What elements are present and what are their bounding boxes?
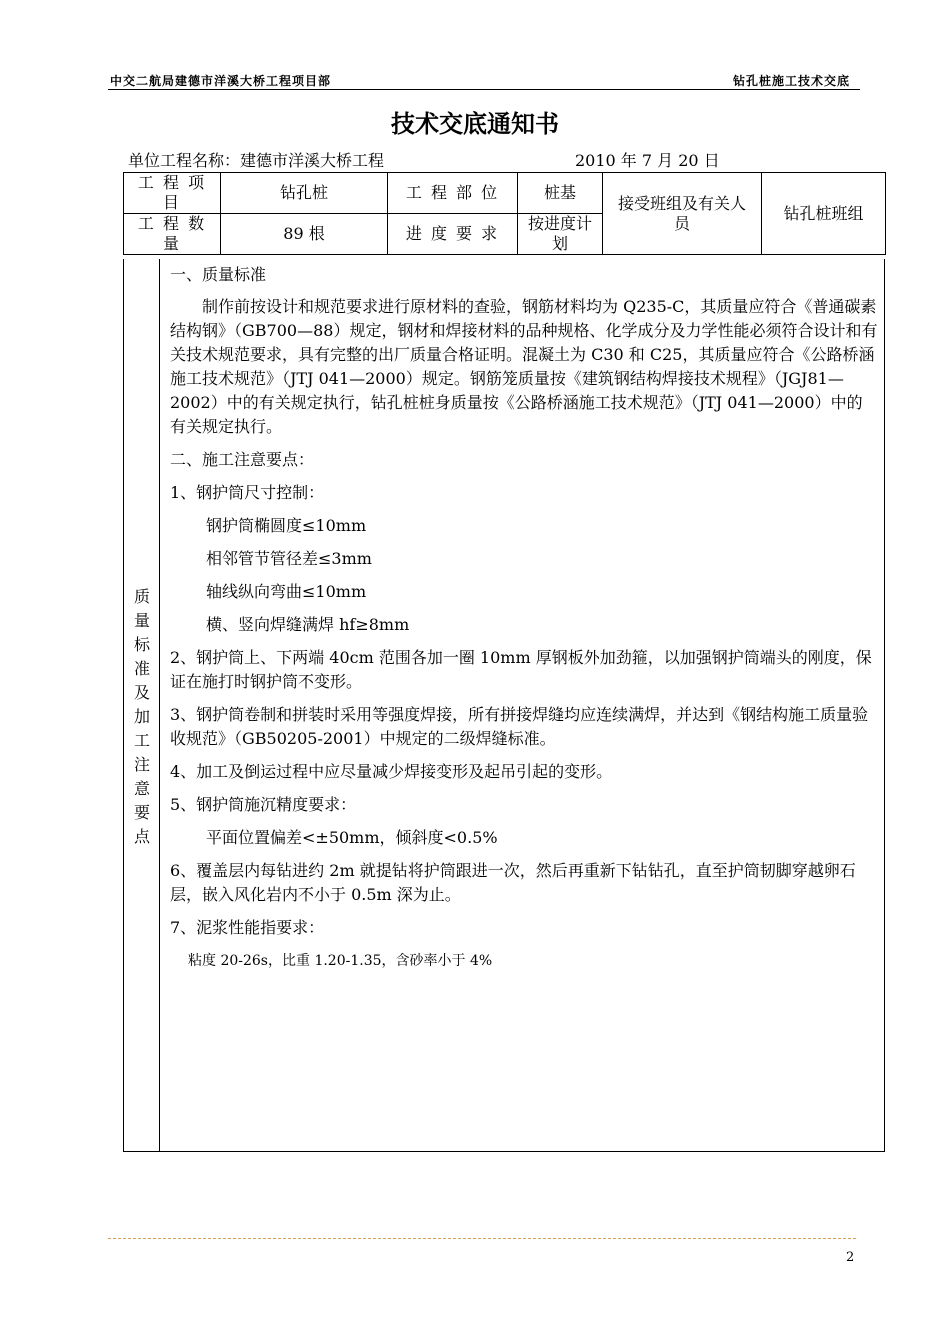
header-doc-type: 钻孔桩施工技术交底 bbox=[732, 74, 850, 88]
item-1-c: 轴线纵向弯曲≤10mm bbox=[206, 582, 367, 601]
item-1-d: 横、竖向焊缝满焊 hf≥8mm bbox=[206, 615, 410, 634]
schedule-label: 进 度 要 求 bbox=[388, 214, 518, 255]
item-1-a: 钢护筒椭圆度≤10mm bbox=[206, 516, 367, 535]
section-1-title: 一、质量标准 bbox=[170, 265, 267, 284]
side-label-column bbox=[124, 259, 160, 1151]
table-row bbox=[124, 173, 886, 214]
item-1-b: 相邻管节管径差≤3mm bbox=[206, 549, 372, 568]
document-date: 2010 年 7 月 20 日 bbox=[575, 151, 720, 170]
document-title: 技术交底通知书 bbox=[391, 109, 559, 138]
header-project-name: 中交二航局建德市洋溪大桥工程项目部 bbox=[110, 74, 332, 88]
unit-project-name: 单位工程名称：建德市洋溪大桥工程 bbox=[128, 151, 385, 170]
item-6: 6、覆盖层内每钻进约 2m 就提钻将护筒跟进一次，然后再重新下钻钻孔，直至护筒韧脚穿越卵石层，嵌入风化岩内不小于 0.5m 深为止。 bbox=[170, 861, 856, 904]
header-rule bbox=[108, 89, 860, 90]
item-1: 1、钢护筒尺寸控制： bbox=[170, 483, 325, 502]
receiving-team-value: 钻孔桩班组 bbox=[762, 173, 886, 255]
content-body bbox=[170, 263, 878, 973]
page-number: 2 bbox=[846, 1250, 855, 1265]
quantity-value: 89 根 bbox=[221, 214, 388, 255]
project-part-value: 桩基 bbox=[518, 173, 603, 214]
project-part-label: 工 程 部 位 bbox=[388, 173, 518, 214]
item-2: 2、钢护筒上、下两端 40cm 范围各加一圈 10mm 厚钢板外加劲箍，以加强钢护筒端头的刚度，保证在施打时钢护筒不变形。 bbox=[170, 648, 872, 691]
footer-rule bbox=[108, 1238, 856, 1239]
side-label: 质量标准及加工注意要点 bbox=[133, 587, 150, 846]
project-item-value: 钻孔桩 bbox=[221, 173, 388, 214]
section-2-title: 二、施工注意要点： bbox=[170, 450, 315, 469]
item-3: 3、钢护筒卷制和拼装时采用等强度焊接，所有拼接焊缝均应连续满焊，并达到《钢结构施工质量验收规范》（GB50205-2001）中规定的二级焊缝标准。 bbox=[170, 705, 869, 748]
item-7-a: 粘度 20-26s，比重 1.20-1.35，含砂率小于 4% bbox=[188, 953, 493, 969]
item-5: 5、钢护筒施沉精度要求： bbox=[170, 795, 357, 814]
receiving-team-label: 接受班组及有关人员 bbox=[603, 173, 762, 255]
item-5-a: 平面位置偏差<±50mm，倾斜度<0.5% bbox=[206, 828, 498, 847]
item-7: 7、泥浆性能指要求： bbox=[170, 918, 325, 937]
section-1-body: 制作前按设计和规范要求进行原材料的查验，钢筋材料均为 Q235-C，其质量应符合《普通碳素结构钢》（GB700—88）规定，钢材和焊接材料的品种规格、化学成分及力学性能必须符合设计和有关技术规范要求，具有完整的出厂质量合格证明。混凝土为 C30 和 C25，其质量应符合《公路桥涵施工技术规范》（JTJ 041—2000）规定。钢筋笼质量按《建筑钢结构焊接技术规程》（JGJ81—2002）中的有关规定执行，钻孔桩桩身质量按《公路桥涵施工技术规范》（JTJ 041—2000）中的有关规定执行。 bbox=[170, 297, 878, 436]
info-table bbox=[123, 172, 886, 255]
schedule-value: 按进度计划 bbox=[518, 214, 603, 255]
item-4: 4、加工及倒运过程中应尽量减少焊接变形及起吊引起的变形。 bbox=[170, 762, 613, 781]
project-item-label: 工 程 项 目 bbox=[124, 173, 221, 214]
main-content-box bbox=[123, 259, 885, 1152]
quantity-label: 工 程 数 量 bbox=[124, 214, 221, 255]
